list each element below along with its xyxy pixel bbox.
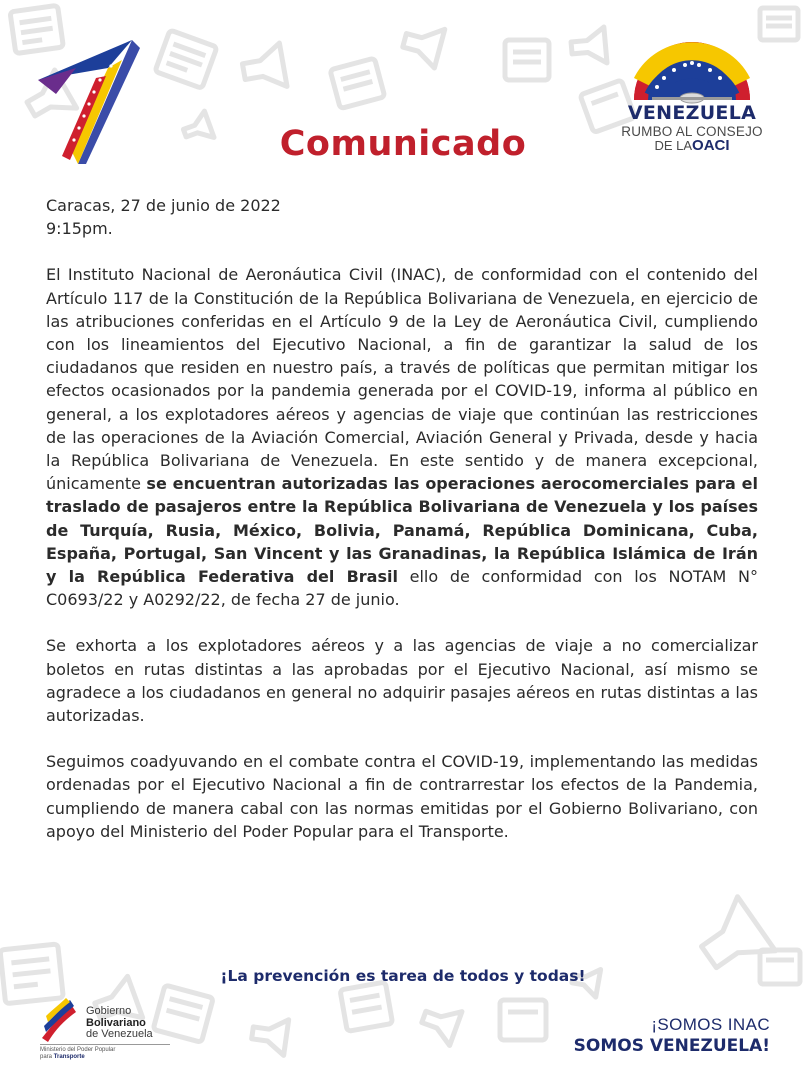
newspaper-icon [505, 40, 549, 80]
gob-line1: Gobierno [86, 1005, 132, 1017]
paragraph-2: Se exhorta a los explotadores aéreos y a las agencias de viaje a no comercializar boletos en rutas distintas a las aprobadas por el Ejecutivo Nacional, así mismo se agradece a los ciudadanos en general no adquirir pasajes aéreos en rutas distintas a las autorizadas. [46, 636, 758, 726]
megaphone-icon [418, 1000, 462, 1045]
somos-venezuela-line: SOMOS VENEZUELA! [573, 1036, 770, 1056]
date-line: Caracas, 27 de junio de 2022 [46, 196, 281, 215]
somos-inac-line: ¡SOMOS INAC [651, 1015, 770, 1034]
communique-body [46, 194, 758, 843]
paragraph-1 [46, 263, 758, 611]
ministry-line1: Ministerio del Poder Popular [40, 1047, 116, 1053]
ministry-name: Transporte [53, 1054, 85, 1060]
gob-line3: de Venezuela [86, 1028, 153, 1040]
divider [40, 1044, 170, 1045]
oaci-prefix: DE LA [654, 138, 693, 153]
paragraph-1-bold: se encuentran autorizadas las operaciones aerocomerciales para el traslado de pasajeros entre la República Bolivariana de Venezuela y los países de Turquía, Rusia, México, Bolivia, Panamá, República Dominicana, Cuba, España, Portugal, San Vincent y las Granadinas, la República Islámica de Irán y la República Federativa del Brasil [46, 474, 758, 587]
somos-inac-slogan [520, 1015, 770, 1057]
footer-motto: ¡La prevención es tarea de todos y todas! [220, 967, 586, 985]
megaphone-icon [570, 27, 607, 66]
gob-line2: Bolivariano [86, 1017, 146, 1029]
ministry-prefix: para [40, 1054, 53, 1060]
paragraph-1-end: ello de conformidad con los NOTAM N° C0693/22 y A0292/22, de fecha 27 de junio. [46, 567, 759, 610]
flag-arc-graphic [612, 30, 772, 104]
megaphone-icon [240, 43, 287, 93]
newspaper-icon [330, 58, 385, 109]
newspaper-icon [155, 30, 217, 88]
paragraph-3: Seguimos coadyuvando en el combate contra el COVID-19, implementando las medidas ordenadas por el Ejecutivo Nacional a fin de contrarrestar los efectos de la Pandemia, cumpliendo de manera cabal con las normas emitidas por el Gobierno Bolivariano, con apoyo del Ministerio del Poder Popular para el Transporte. [46, 752, 758, 841]
oaci-title: VENEZUELA [627, 102, 757, 124]
newspaper-icon [340, 982, 393, 1031]
oaci-subtitle: RUMBO AL CONSEJO [621, 124, 763, 139]
gobierno-logo [40, 998, 180, 1068]
ministry-line2 [40, 1054, 85, 1061]
oaci-acronym: OACI [692, 137, 730, 154]
time-line: 9:15pm. [46, 219, 113, 239]
page-title: Comunicado [279, 124, 527, 164]
flag-emblem-icon [40, 998, 82, 1042]
paragraph-1-text: El Instituto Nacional de Aeronáutica Civil (INAC), de conformidad con el contenido del Artículo 117 de la Constitución de la República Bolivariana de Venezuela, en ejercicio de las atribuciones conferidas en el Artículo 9 de la Ley de Aeronáutica Civil, cumpliendo con los lineamientos del Ejecutivo Nacional, a fin de garantizar la salud de los ciudadanos que residen en nuestro país, a través de políticas que permitan mitigar los efectos ocasionados por la pandemia generada por el COVID-19, informa al público en general, a los explotadores aéreos y agencias de viaje que continúan las restricciones de las operaciones de la Aviación Comercial, Aviación General y Privada, desde y hacia la República Bolivariana de Venezuela. En este sentido y de manera excepcional, únicamente [46, 265, 758, 494]
megaphone-icon [250, 1015, 289, 1055]
megaphone-icon [400, 20, 445, 68]
